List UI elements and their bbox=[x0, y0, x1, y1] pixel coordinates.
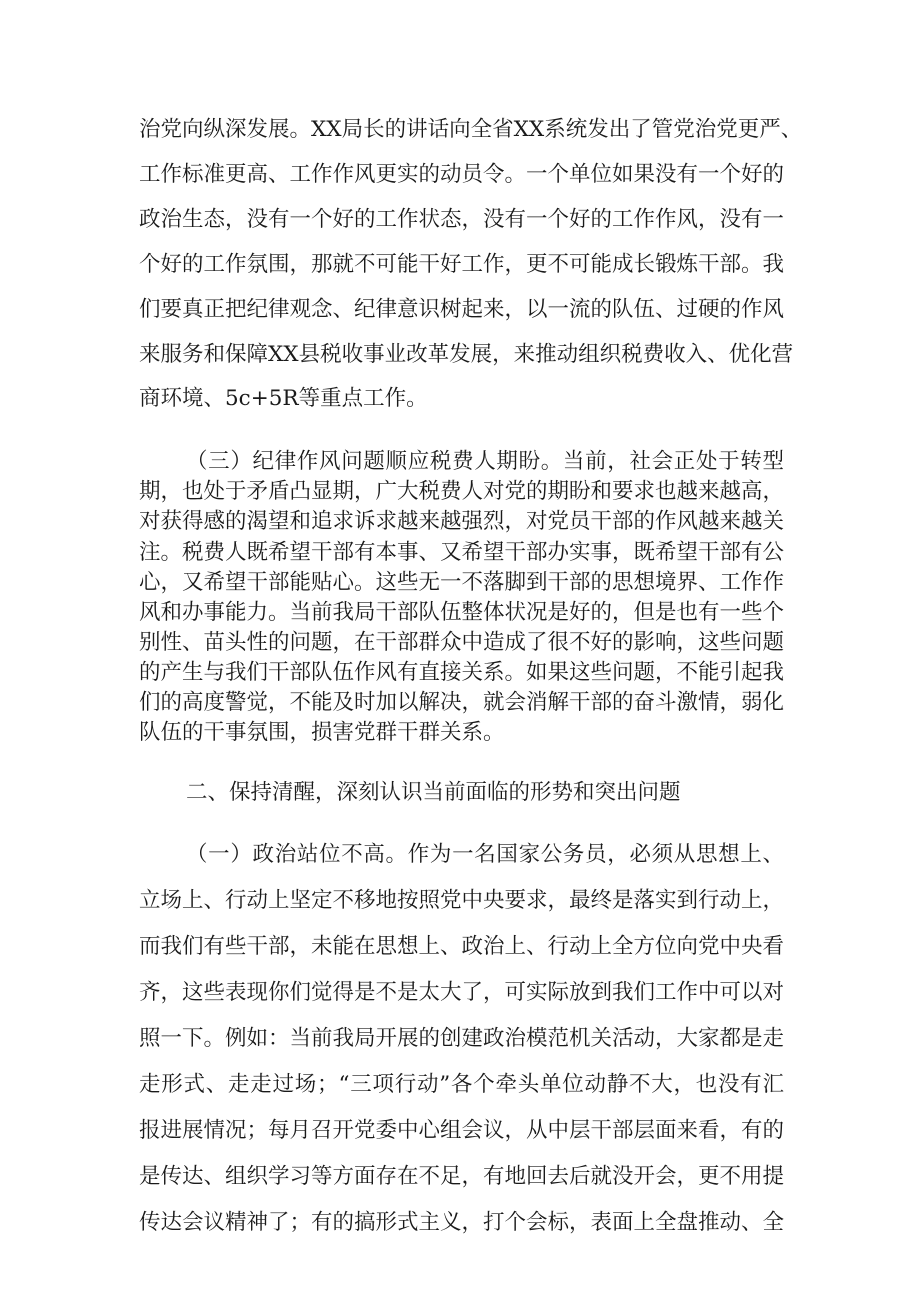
text-line: 们要真正把纪律观念、纪律意识树起来，以一流的队伍、过硬的作风 bbox=[139, 297, 785, 322]
text-line: 是传达、组织学习等方面存在不足，有地回去后就没开会，更不用提 bbox=[139, 1164, 785, 1189]
text-line: 注。税费人既希望干部有本事、又希望干部办实事，既希望干部有公 bbox=[139, 540, 785, 565]
text-line: 期，也处于矛盾凸显期，广大税费人对党的期盼和要求也越来越高， bbox=[139, 479, 785, 504]
text-line: 们的高度警觉，不能及时加以解决，就会消解干部的奋斗激情，弱化 bbox=[139, 690, 785, 715]
text-line: 走形式、走走过场；“三项行动”各个牵头单位动静不大，也没有汇 bbox=[139, 1072, 784, 1097]
text-line: 传达会议精神了；有的搞形式主义，打个会标，表面上全盘推动、全 bbox=[139, 1210, 785, 1235]
section-heading: 二、保持清醒，深刻认识当前面临的形势和突出问题 bbox=[186, 780, 681, 805]
text-line: 个好的工作氛围，那就不可能干好工作，更不可能成长锻炼干部。我 bbox=[139, 252, 785, 277]
text-line: 报进展情况；每月召开党委中心组会议，从中层干部层面来看，有的 bbox=[139, 1118, 785, 1143]
text-line: 立场上、行动上坚定不移地按照党中央要求，最终是落实到行动上， bbox=[139, 888, 785, 913]
text-line: （一）政治站位不高。作为一名国家公务员，必须从思想上、 bbox=[186, 842, 784, 867]
text-line: 照一下。例如：当前我局开展的创建政治模范机关活动，大家都是走 bbox=[139, 1026, 785, 1051]
text-line: 风和办事能力。当前我局干部队伍整体状况是好的，但是也有一些个 bbox=[139, 600, 785, 625]
text-line: 政治生态，没有一个好的工作状态，没有一个好的工作作风，没有一 bbox=[139, 207, 785, 232]
text-line: 治党向纵深发展。XX局长的讲话向全省XX系统发出了管党治党更严、 bbox=[139, 117, 803, 142]
text-line: 而我们有些干部，未能在思想上、政治上、行动上全方位向党中央看 bbox=[139, 934, 785, 959]
text-line: （三）纪律作风问题顺应税费人期盼。当前，社会正处于转型 bbox=[186, 449, 784, 474]
text-line: 心，又希望干部能贴心。这些无一不落脚到干部的思想境界、工作作 bbox=[139, 570, 785, 595]
text-line: 队伍的干事氛围，损害党群干群关系。 bbox=[139, 720, 505, 745]
text-line: 别性、苗头性的问题，在干部群众中造成了很不好的影响，这些问题 bbox=[139, 630, 785, 655]
text-line: 商环境、5c+5R等重点工作。 bbox=[139, 386, 428, 411]
text-line: 齐，这些表现你们觉得是不是太大了，可实际放到我们工作中可以对 bbox=[139, 980, 785, 1005]
text-line: 对获得感的渴望和追求诉求越来越强烈，对党员干部的作风越来越关 bbox=[139, 509, 785, 534]
text-line: 的产生与我们干部队伍作风有直接关系。如果这些问题，不能引起我 bbox=[139, 660, 785, 685]
text-line: 工作标准更高、工作作风更实的动员令。一个单位如果没有一个好的 bbox=[139, 162, 785, 187]
text-line: 来服务和保障XX县税收事业改革发展，来推动组织税费收入、优化营 bbox=[139, 342, 794, 367]
